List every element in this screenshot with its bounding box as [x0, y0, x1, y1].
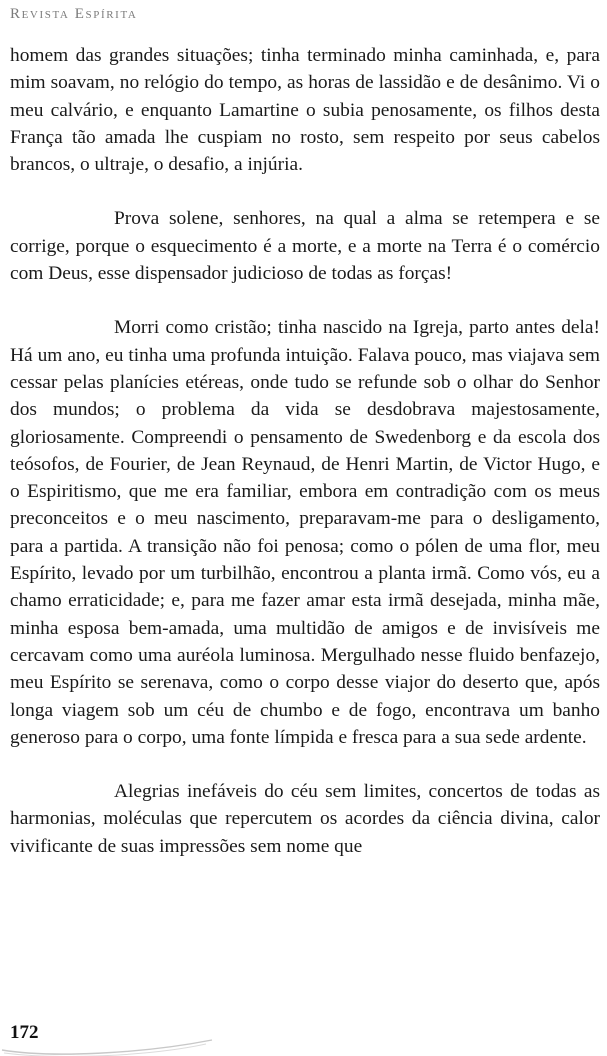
paragraph-4: Alegrias inefáveis do céu sem limites, concertos de todas as harmonias, moléculas que repercutem os acordes da ciência divina, calor vivificante de suas impressões sem nome que	[10, 781, 600, 857]
paragraph-2: Prova solene, senhores, na qual a alma se retempera e se corrige, porque o esquecimento é a morte, e a morte na Terra é o comércio com Deus, esse dispensador judicioso de todas as forças!	[10, 208, 600, 285]
paragraph-1: homem das grandes situações; tinha terminado minha caminhada, e, para mim soavam, no relógio do tempo, as horas de lassidão e de desânimo. Vi o meu calvário, e enquanto Lamartine o subia penosamente, os filhos desta França tão amada lhe cuspiam no rosto, sem respeito por seus cabelos brancos, o ultraje, o desafio, a injúria.	[10, 45, 600, 176]
paragraph-3: Morri como cristão; tinha nascido na Igreja, parto antes dela! Há um ano, eu tinha uma profunda intuição. Falava pouco, mas viajava sem cessar pelas planícies etéreas, onde tudo se refunde sob o olhar do Senhor dos mundos; o problema da vida se desdobrava majestosamente, gloriosamente. Compreendi o pensamento de Swedenborg e da escola dos teósofos, de Fourier, de Jean Reynaud, de Henri Martin, de Victor Hugo, e o Espiritismo, que me era familiar, embora em contradição com os meus preconceitos e o meu nascimento, preparavam-me para o desligamento, para a partida. A transição não foi penosa; como o pólen de uma flor, meu Espírito, levado por um turbilhão, encontrou a planta irmã. Como vós, eu a chamo erraticidade; e, para me fazer amar esta irmã desejada, minha mãe, minha esposa bem-amada, uma multidão de amigos e de invisíveis me cercavam como uma auréola luminosa. Mergulhado nesse fluido benfazejo, meu Espírito se serenava, como o corpo desse viajor do deserto que, após longa viagem sob um céu de chumbo e de fogo, encontrava um banho generoso para o corpo, uma fonte límpida e fresca para a sua sede ardente.	[10, 317, 600, 748]
running-head: Revista Espírita	[10, 6, 138, 22]
page-body	[10, 42, 600, 860]
page-number: 172	[10, 1022, 39, 1043]
